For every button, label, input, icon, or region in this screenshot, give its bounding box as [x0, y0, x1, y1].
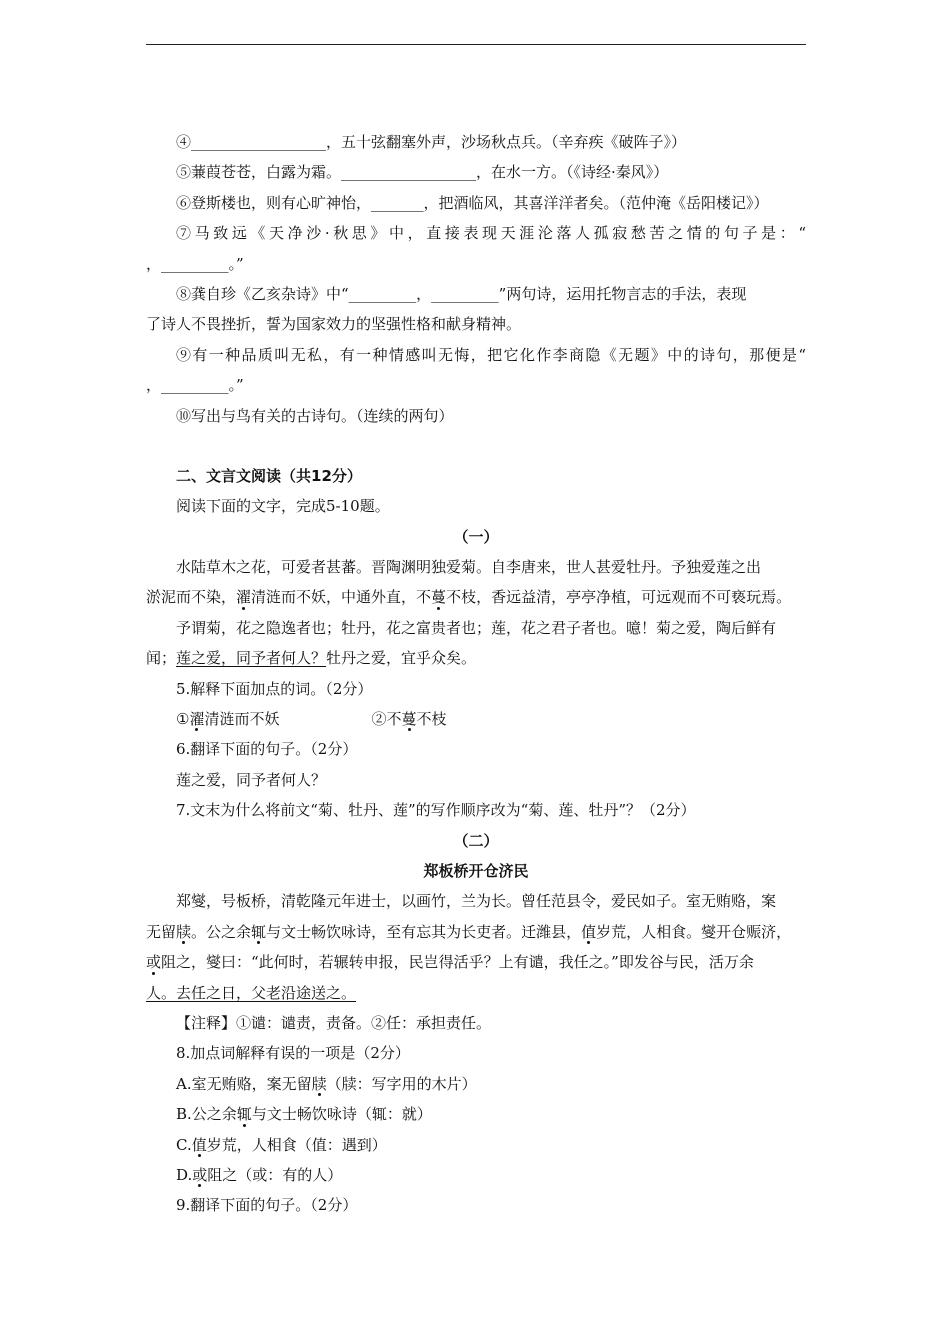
section-title: 二、文言文阅读（共12分） — [176, 466, 362, 485]
passage1-line1: 水陆草木之花，可爱者甚蕃。晋陶渊明独爱菊。自李唐来，世人甚爱牡丹。予独爱莲之出 — [176, 558, 762, 577]
section-intro: 阅读下面的文字，完成5-10题。 — [176, 497, 390, 516]
question-8-option-d: D.或阻之（或：有的人） — [146, 1160, 806, 1190]
dotted-word: 牍 — [312, 1069, 327, 1099]
question-8-option-b: B.公之余辄与文士畅饮咏诗（辄：就） — [146, 1099, 806, 1129]
passage2-line1: 郑燮，号板桥，清乾隆元年进士，以画竹，兰为长。曾任范县令，爱民如子。室无贿赂，案 — [176, 892, 777, 911]
passage2-line2: 无留牍。公之余辄与文士畅饮咏诗，至有忘其为长吏者。迁潍县，值岁荒，人相食。燮开仓赈济， — [146, 917, 806, 947]
poetry-q5: ⑤蒹葭苍苍，白露为霜。__________________，在水一方。（《诗经·秦风》） — [176, 163, 669, 182]
question-6: 6.翻译下面的句子。（2分） — [176, 740, 358, 759]
poetry-q8-line1: ⑧龚自珍《乙亥杂诗》中“_________，_________”两句诗，运用托物言志的手法，表现 — [176, 284, 747, 303]
header-rule — [146, 44, 806, 45]
passage2-line4: 人。去任之日，父老沿途送之。 — [146, 983, 357, 1002]
passage2-title: 郑板桥开仓济民 — [423, 861, 529, 880]
dotted-word: 濯 — [236, 582, 251, 612]
poetry-q4: ④__________________，五十弦翻塞外声，沙场秋点兵。（辛弃疾《破阵子》） — [176, 133, 687, 151]
dotted-word: 蔓 — [402, 704, 417, 734]
poetry-q7-line1: ⑦马致远《天净沙·秋思》中，直接表现天涯沦落人孤寂愁苦之情的句子是：“ — [176, 224, 806, 243]
dotted-word: 辄 — [251, 917, 266, 947]
dotted-word: 牍 — [176, 917, 191, 947]
question-8: 8.加点词解释有误的一项是（2分） — [176, 1044, 410, 1063]
dotted-word: 值 — [192, 1130, 207, 1160]
underlined-sentence: 去任之日，父老沿途送之。 — [176, 983, 357, 1002]
underlined-sentence: 莲之爱，同予者何人？ — [176, 649, 327, 668]
dotted-word: 值 — [581, 917, 596, 947]
annotation-note: 【注释】①谴：谴责，责备。②任：承担责任。 — [176, 1013, 492, 1032]
question-5-options: ①濯清涟而不妖 ②不蔓不枝 — [146, 704, 806, 734]
poetry-q8-line2: 了诗人不畏挫折，誓为国家效力的坚强性格和献身精神。 — [146, 315, 522, 334]
dotted-word: 或 — [146, 947, 161, 977]
question-9: 9.翻译下面的句子。（2分） — [176, 1196, 358, 1215]
part2-label: （二） — [453, 831, 499, 850]
dotted-word: 濯 — [189, 704, 204, 734]
dotted-word: 辄 — [237, 1099, 252, 1129]
poetry-q10: ⑩写出与鸟有关的古诗句。（连续的两句） — [176, 406, 454, 425]
poetry-q9-line1: ⑨有一种品质叫无私，有一种情感叫无悔，把它化作李商隐《无题》中的诗句，那便是“ — [176, 345, 806, 364]
question-6-sentence: 莲之爱，同予者何人？ — [176, 770, 327, 789]
poetry-q7-line2: ，_________。” — [146, 254, 244, 273]
poetry-q9-line2: ，_________。” — [146, 376, 244, 395]
part1-label: （一） — [453, 527, 499, 546]
question-5: 5.解释下面加点的词。（2分） — [176, 679, 373, 698]
dotted-word: 或 — [192, 1160, 207, 1190]
poetry-q6: ⑥登斯楼也，则有心旷神怡，_______，把酒临风，其喜洋洋者矣。（范仲淹《岳阳楼记》） — [176, 193, 769, 212]
dotted-word: 蔓 — [431, 582, 446, 612]
passage1-line4: 闻；莲之爱，同予者何人？牡丹之爱，宜乎众矣。 — [146, 649, 477, 668]
document-page — [146, 127, 806, 1221]
question-7: 7.文末为什么将前文“菊、牡丹、莲”的写作顺序改为“菊、莲、牡丹”？（2分） — [176, 801, 696, 820]
passage2-line3: 或阻之，燮曰：“此何时，若辗转申报，民岂得活乎？上有谴，我任之。”即发谷与民，活万余 — [146, 947, 806, 977]
passage1-line2: 淤泥而不染，濯清涟而不妖，中通外直，不蔓不枝，香远益清，亭亭净植，可远观而不可亵玩焉。 — [146, 582, 806, 612]
passage1-line3: 予谓菊，花之隐逸者也；牡丹，花之富贵者也；莲，花之君子者也。噫！菊之爱，陶后鲜有 — [176, 618, 777, 637]
question-8-option-c: C.值岁荒，人相食（值：遇到） — [146, 1130, 806, 1160]
question-8-option-a: A.室无贿赂，案无留牍（牍：写字用的木片） — [146, 1069, 806, 1099]
